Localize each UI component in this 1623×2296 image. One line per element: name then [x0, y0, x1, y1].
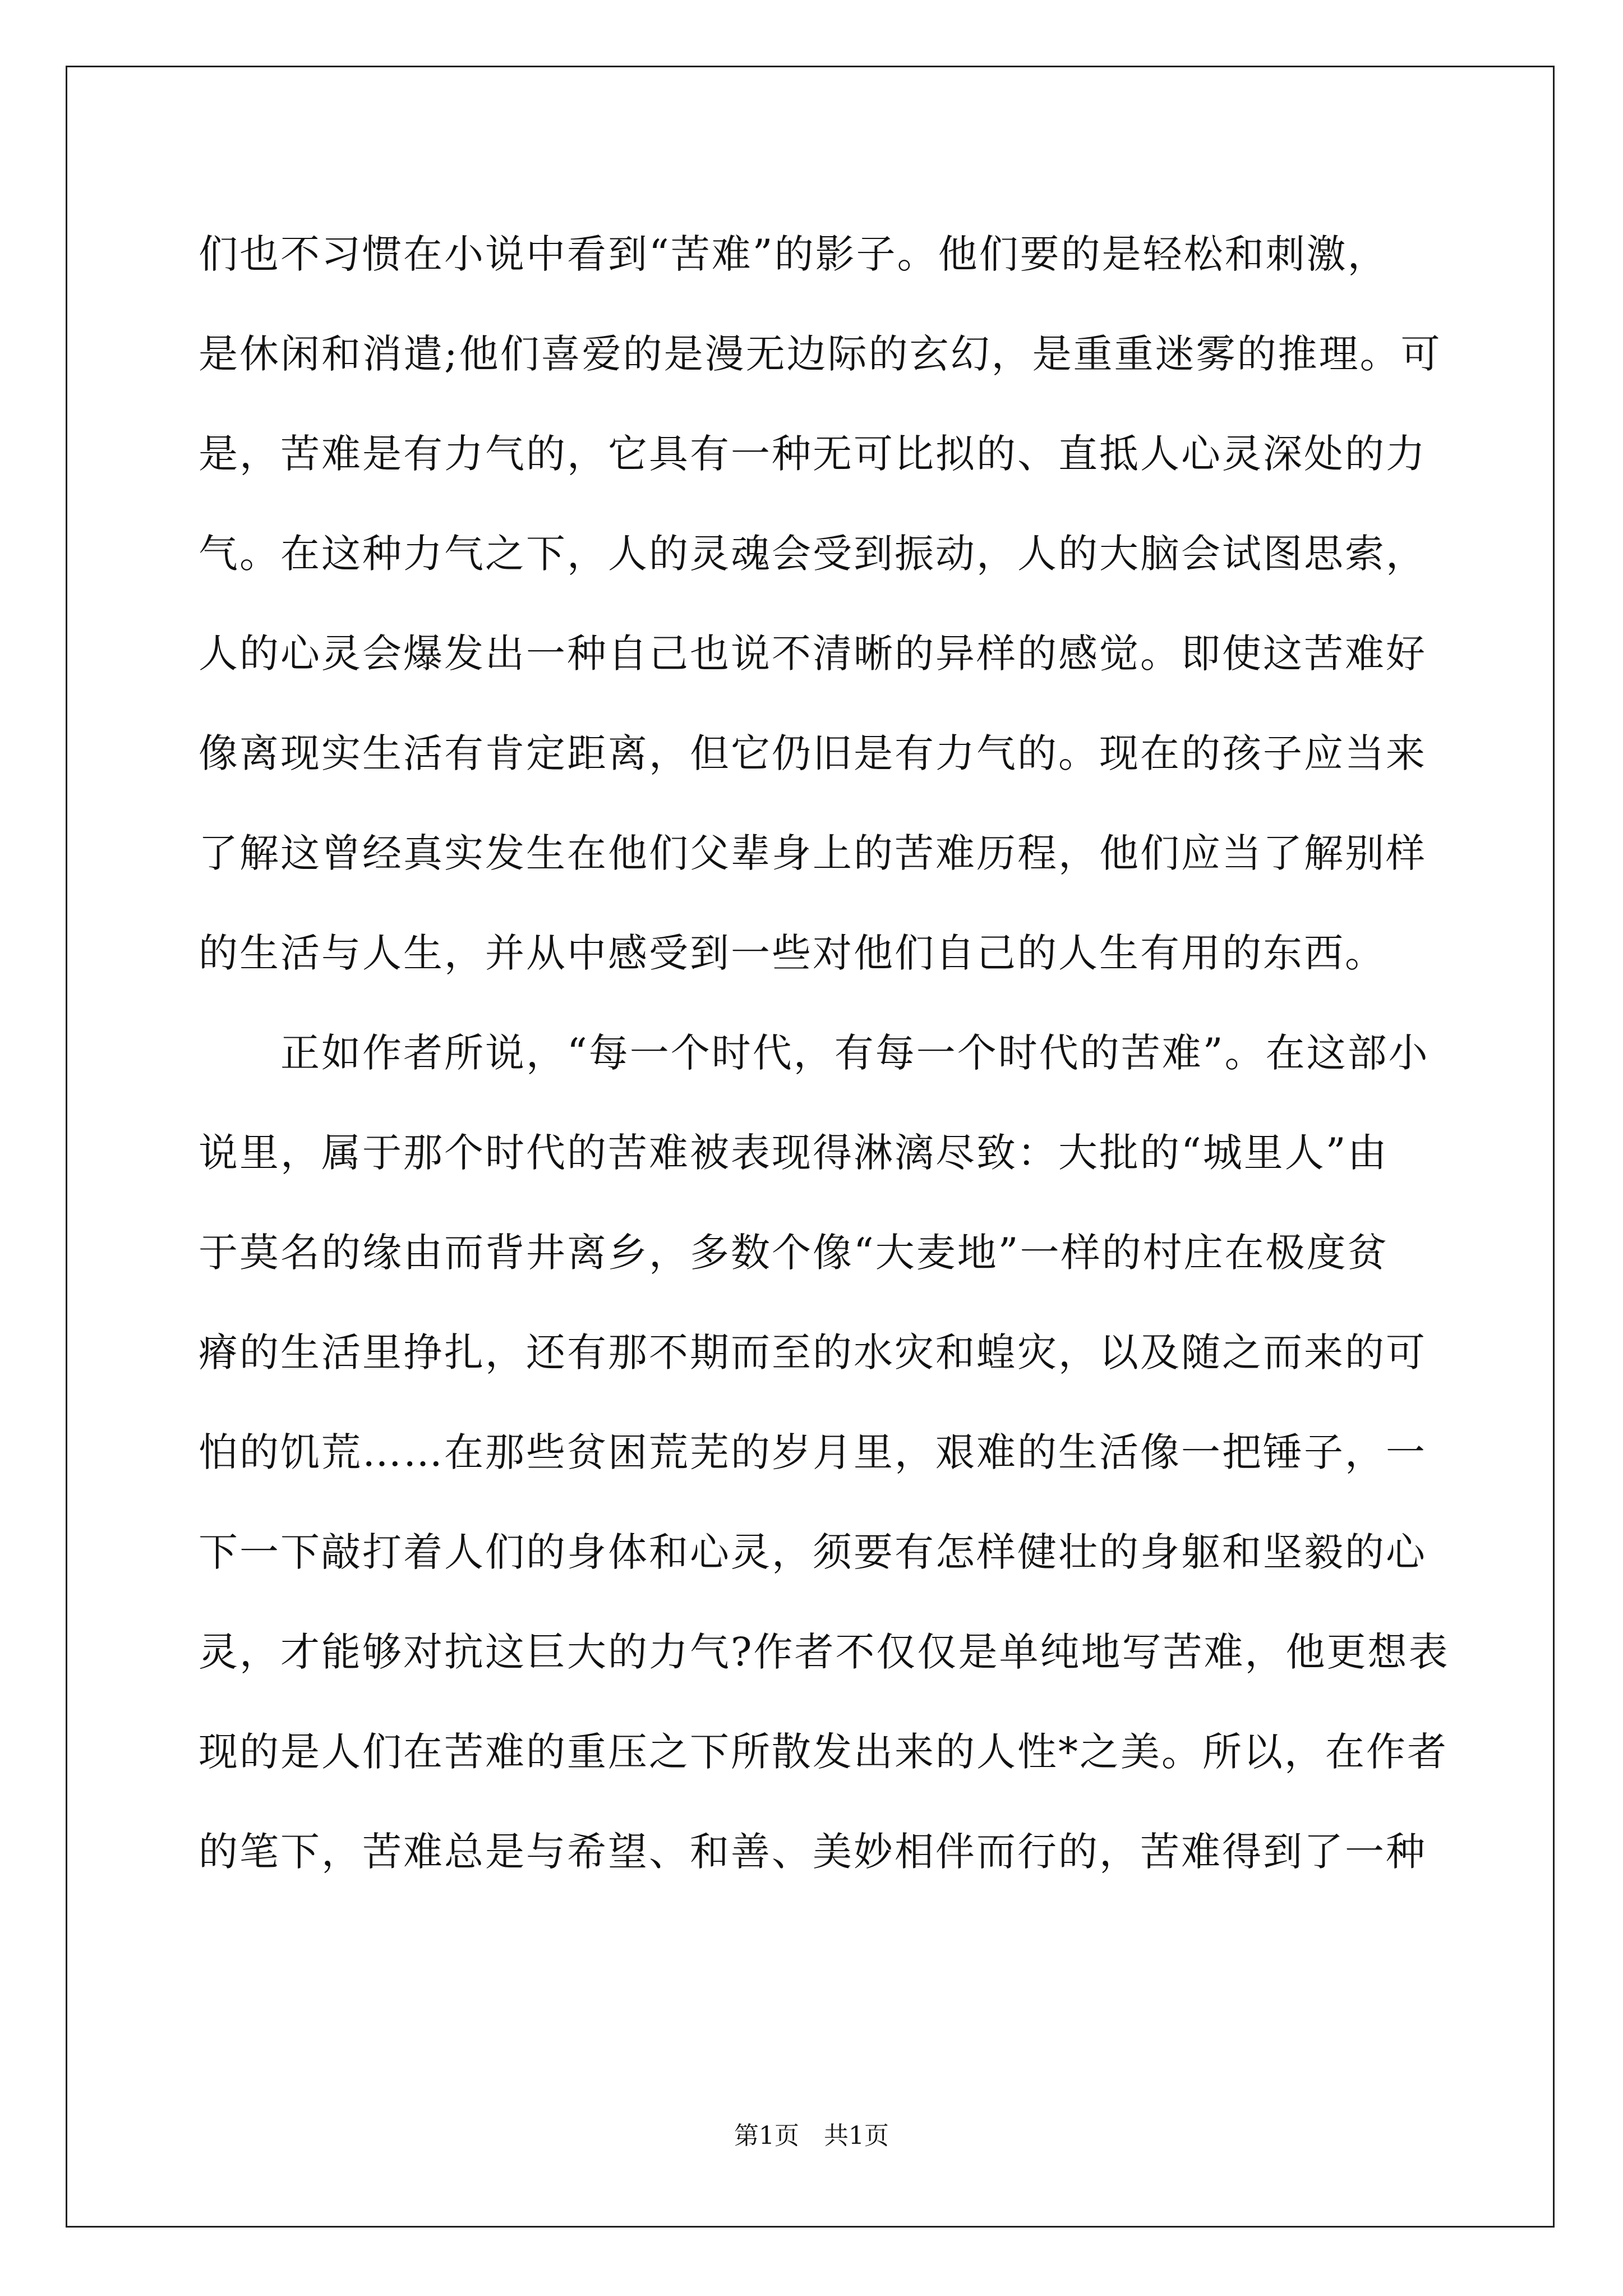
text-line: 像离现实生活有肯定距离，但它仍旧是有力气的。现在的孩子应当来 [199, 730, 1427, 776]
text-line: 气。在这种力气之下，人的灵魂会受到振动，人的大脑会试图思索， [199, 531, 1427, 577]
text-line: 于莫名的缘由而背井离乡，多数个像“大麦地”一样的村庄在极度贫 [199, 1230, 1389, 1276]
text-line: 的笔下，苦难总是与希望、和善、美妙相伴而行的，苦难得到了一种 [199, 1829, 1427, 1875]
text-line: 人的心灵会爆发出一种自己也说不清晰的异样的感觉。即使这苦难好 [199, 631, 1427, 677]
text-line: 现的是人们在苦难的重压之下所散发出来的人性*之美。所以，在作者 [199, 1729, 1448, 1775]
text-line: 灵，才能够对抗这巨大的力气?作者不仅仅是单纯地写苦难，他更想表 [199, 1629, 1450, 1675]
page-number-footer: 第1页 共1页 [734, 2122, 889, 2150]
text-line: 的生活与人生，并从中感受到一些对他们自己的人生有用的东西。 [199, 930, 1386, 976]
text-line: 怕的饥荒……在那些贫困荒芜的岁月里，艰难的生活像一把锤子，一 [199, 1429, 1427, 1475]
paragraph-start-line: 正如作者所说，“每一个时代，有每一个时代的苦难”。在这部小 [280, 1030, 1430, 1076]
text-line: 了解这曾经真实发生在他们父辈身上的苦难历程，他们应当了解别样 [199, 830, 1427, 876]
text-line: 们也不习惯在小说中看到“苦难”的影子。他们要的是轻松和刺激， [199, 231, 1389, 277]
text-line: 瘠的生活里挣扎，还有那不期而至的水灾和蝗灾，以及随之而来的可 [199, 1329, 1427, 1375]
text-line: 是休闲和消遣;他们喜爱的是漫无边际的玄幻，是重重迷雾的推理。可 [199, 331, 1442, 377]
text-line: 下一下敲打着人们的身体和心灵，须要有怎样健壮的身躯和坚毅的心 [199, 1529, 1427, 1575]
text-line: 说里，属于那个时代的苦难被表现得淋漓尽致：大批的“城里人”由 [199, 1130, 1389, 1176]
document-body [199, 204, 1450, 1902]
text-line: 是，苦难是有力气的，它具有一种无可比拟的、直抵人心灵深处的力 [199, 431, 1427, 477]
